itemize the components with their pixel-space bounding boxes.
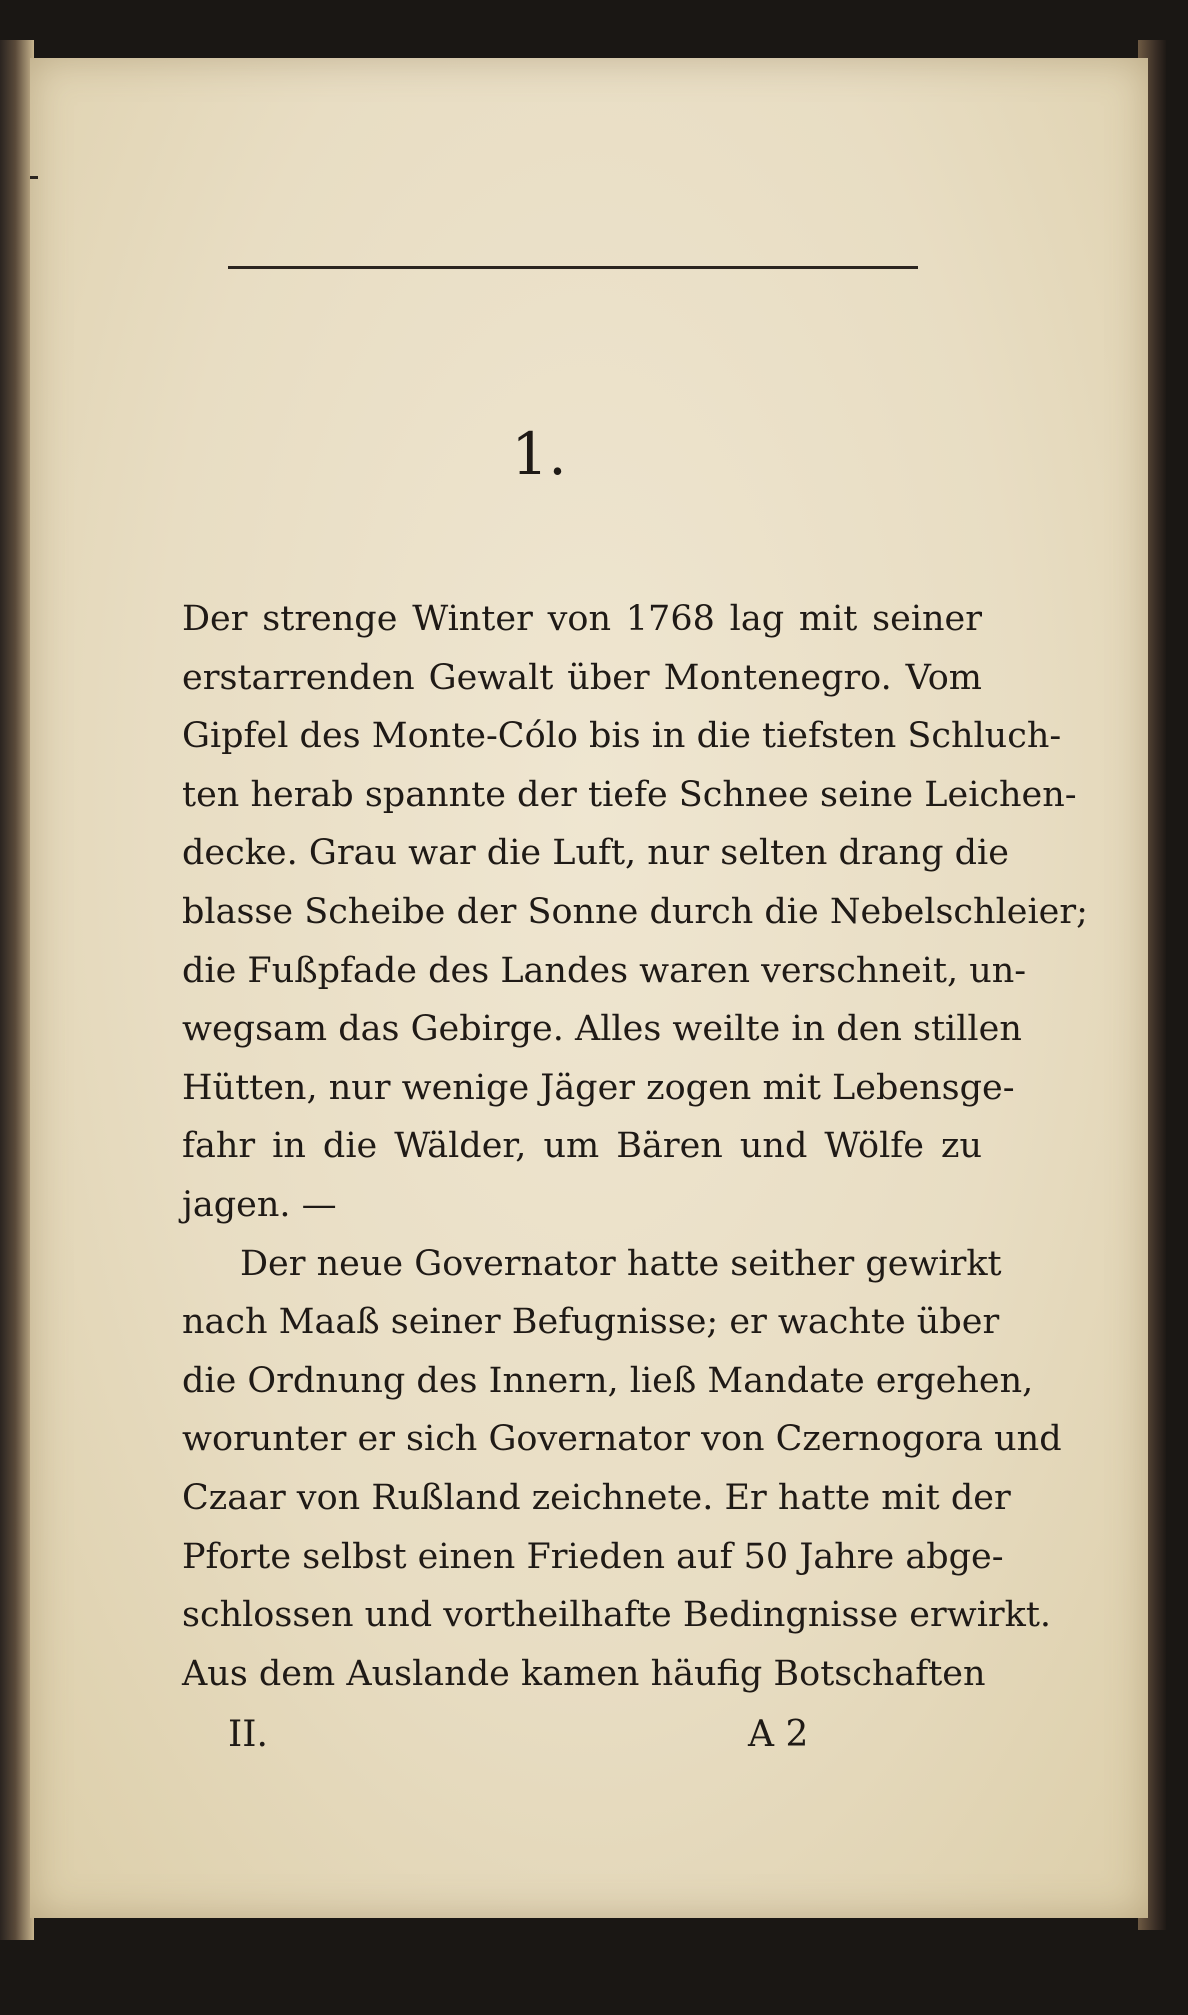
text-line: blasse Scheibe der Sonne durch die Nebelschleier; [182, 891, 1088, 932]
text-line: decke. Grau war die Luft, nur selten drang die [182, 833, 1009, 874]
text-line: nach Maaß seiner Befugnisse; er wachte über [182, 1302, 1000, 1343]
paragraph-2 [182, 1235, 1062, 1704]
text-line: Aus dem Auslande kamen häufig Botschaften [182, 1653, 986, 1694]
text-line: Gipfel des Monte-Cólo bis in die tiefsten Schluch- [182, 716, 1062, 757]
text-line: worunter er sich Governator von Czernogora und [182, 1419, 1062, 1460]
book-spine [0, 40, 34, 1940]
margin-mark [30, 176, 38, 179]
text-line: Der strenge Winter von 1768 lag mit seiner [182, 599, 982, 639]
top-rule [228, 266, 918, 269]
paragraph-1 [182, 590, 1088, 1235]
text-line: Pforte selbst einen Frieden auf 50 Jahre abge- [182, 1536, 1004, 1577]
text-line: Hütten, nur wenige Jäger zogen mit Lebensge- [182, 1067, 1015, 1108]
text-line: Der neue Governator hatte seither gewirkt [240, 1243, 1002, 1284]
text-line: fahr in die Wälder, um Bären und Wölfe zu [182, 1126, 982, 1167]
text-line: wegsam das Gebirge. Alles weilte in den stillen [182, 1009, 1022, 1050]
text-line: schlossen und vortheilhafte Bedingnisse erwirkt. [182, 1595, 1052, 1636]
text-line: die Ordnung des Innern, ließ Mandate ergehen, [182, 1360, 1034, 1401]
text-line: ten herab spannte der tiefe Schnee seine Leichen- [182, 774, 1077, 815]
page-footer [228, 1714, 828, 1755]
chapter-number: 1. [511, 420, 567, 488]
text-line: die Fußpfade des Landes waren verschneit, un- [182, 950, 1027, 991]
text-line: jagen. — [182, 1184, 337, 1225]
body-text [182, 590, 1088, 1703]
volume-number: II. [228, 1714, 268, 1755]
text-line: Czaar von Rußland zeichnete. Er hatte mit der [182, 1477, 1011, 1518]
signature-mark: A 2 [748, 1714, 809, 1755]
text-line: erstarrenden Gewalt über Montenegro. Vom [182, 657, 982, 698]
